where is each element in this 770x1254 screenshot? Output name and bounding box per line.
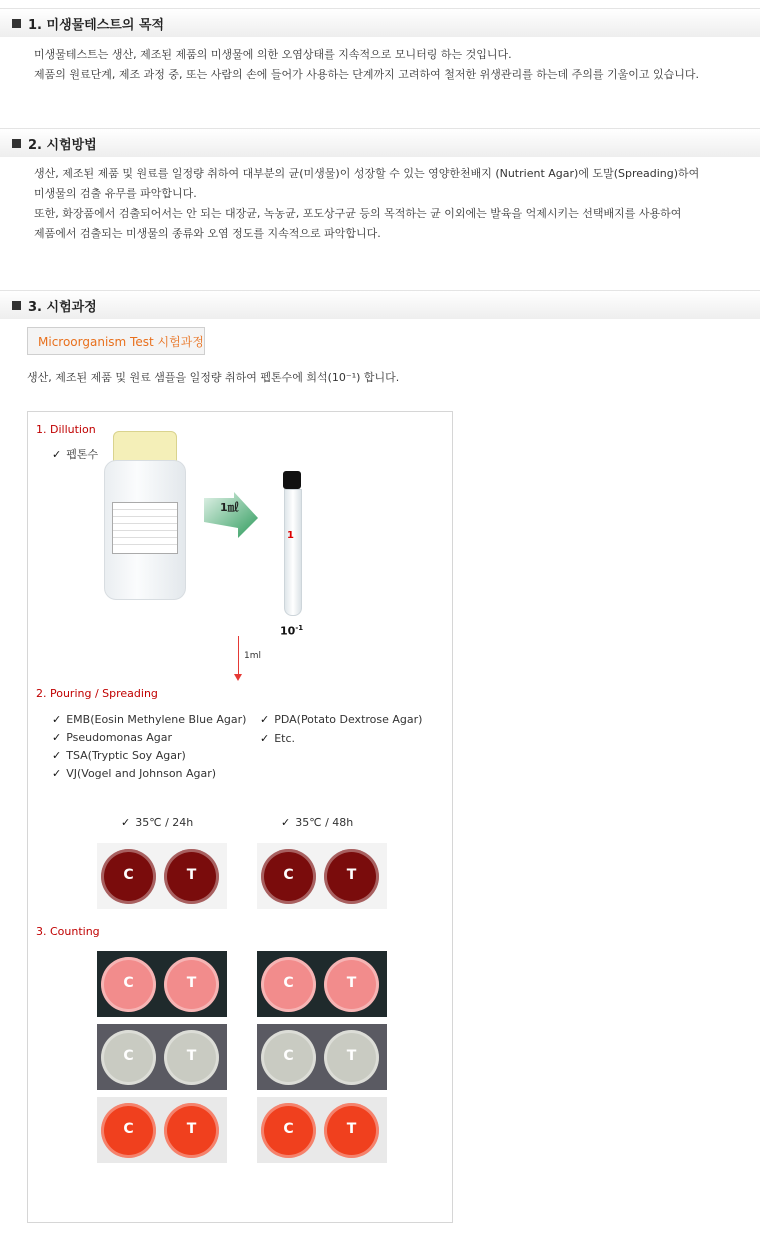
media-item: ✓ Pseudomonas Agar <box>52 731 172 744</box>
transfer-volume-small-label: 1ml <box>244 651 261 661</box>
step-dilution-title: 1. Dillution <box>36 423 96 436</box>
incubation-condition-48h: ✓ 35℃ / 48h <box>281 816 354 829</box>
check-icon: ✓ <box>52 767 62 780</box>
petri-dish-control: C <box>101 957 156 1012</box>
plate-photo-24h <box>97 843 227 909</box>
check-icon: ✓ <box>52 749 62 762</box>
plate-photo-48h <box>257 843 387 909</box>
petri-dish-test: T <box>164 1030 219 1085</box>
dilution-item-label: 펩톤수 <box>66 448 99 461</box>
check-icon: ✓ <box>52 731 62 744</box>
section-title: 3. 시험과정 <box>28 300 97 315</box>
process-intro: 생산, 제조된 제품 및 원료 샘플을 일정량 취하여 펩톤수에 희석(10⁻¹) 합니다. <box>27 371 400 384</box>
section-title: 1. 미생물테스트의 목적 <box>28 18 165 33</box>
step-counting-title: 3. Counting <box>36 925 100 938</box>
petri-dish-control: C <box>261 1103 316 1158</box>
process-tag-label: Microorganism Test 시험과정 <box>38 335 204 349</box>
petri-dish-control: C <box>261 1030 316 1085</box>
check-icon: ✓ <box>260 713 270 726</box>
section-header-purpose <box>0 8 760 37</box>
down-arrow-icon <box>234 674 242 681</box>
bullet-square-icon <box>12 19 21 28</box>
tube-number: 1 <box>287 530 294 541</box>
petri-dish-test: T <box>324 1103 379 1158</box>
petri-dish-test: T <box>164 957 219 1012</box>
check-icon: ✓ <box>121 816 131 829</box>
counting-photo-clear-24h <box>97 1024 227 1090</box>
bullet-square-icon <box>12 301 21 310</box>
test-tube-image <box>284 489 302 616</box>
paragraph-line: 제품의 원료단계, 제조 과정 중, 또는 사람의 손에 들어가 사용하는 단계까지 고려하여 철저한 위생관리를 하는데 주의를 기울이고 있습니다. <box>34 68 699 81</box>
incubation-condition-24h: ✓ 35℃ / 24h <box>121 816 194 829</box>
media-item: ✓ PDA(Potato Dextrose Agar) <box>260 713 423 726</box>
dilution-factor-label: $10^{-1}$ <box>280 624 304 638</box>
step-pouring-title: 2. Pouring / Spreading <box>36 687 158 700</box>
media-item: ✓ TSA(Tryptic Soy Agar) <box>52 749 186 762</box>
section-header-process <box>0 290 760 319</box>
bottle-label-image <box>112 502 178 554</box>
petri-dish-test: T <box>324 849 379 904</box>
petri-dish-control: C <box>101 849 156 904</box>
counting-photo-pink-48h <box>257 951 387 1017</box>
paragraph-line: 미생물테스트는 생산, 제조된 제품의 미생물에 의한 오염상태를 지속적으로 모니터링 하는 것입니다. <box>34 48 512 61</box>
counting-photo-orange-24h <box>97 1097 227 1163</box>
paragraph-line: 미생물의 검출 유무를 파악합니다. <box>34 187 197 200</box>
counting-photo-pink-24h <box>97 951 227 1017</box>
check-icon: ✓ <box>52 448 62 461</box>
counting-photo-orange-48h <box>257 1097 387 1163</box>
media-item: ✓ VJ(Vogel and Johnson Agar) <box>52 767 217 780</box>
dilution-item <box>52 446 98 462</box>
check-icon: ✓ <box>52 713 62 726</box>
bullet-square-icon <box>12 139 21 148</box>
section-title: 2. 시험방법 <box>28 138 97 153</box>
petri-dish-test: T <box>164 849 219 904</box>
check-icon: ✓ <box>281 816 291 829</box>
paragraph-line: 또한, 화장품에서 검출되어서는 안 되는 대장균, 녹농균, 포도상구균 등의 목적하는 균 이외에는 발육을 억제시키는 선택배지를 사용하여 <box>34 207 682 220</box>
down-arrow-line <box>238 636 239 678</box>
petri-dish-control: C <box>261 849 316 904</box>
paragraph-line: 생산, 제조된 제품 및 원료를 일정량 취하여 대부분의 균(미생물)이 성장할 수 있는 영양한천배지 (Nutrient Agar)에 도말(Spreading)하여 <box>34 167 700 180</box>
petri-dish-control: C <box>101 1103 156 1158</box>
petri-dish-control: C <box>261 957 316 1012</box>
tube-cap-image <box>283 471 301 489</box>
media-item: ✓ Etc. <box>260 732 296 745</box>
petri-dish-test: T <box>324 957 379 1012</box>
petri-dish-control: C <box>101 1030 156 1085</box>
paragraph-line: 제품에서 검출되는 미생물의 종류와 오염 정도를 지속적으로 파악합니다. <box>34 227 381 240</box>
process-tag <box>27 327 205 355</box>
petri-dish-test: T <box>324 1030 379 1085</box>
transfer-volume-label: 1㎖ <box>220 501 239 514</box>
method-paragraph <box>34 164 699 244</box>
counting-photo-clear-48h <box>257 1024 387 1090</box>
section-header-method <box>0 128 760 157</box>
media-item: ✓ EMB(Eosin Methylene Blue Agar) <box>52 713 247 726</box>
petri-dish-test: T <box>164 1103 219 1158</box>
purpose-paragraph <box>34 45 699 85</box>
check-icon: ✓ <box>260 732 270 745</box>
bottle-cap-image <box>113 431 177 463</box>
